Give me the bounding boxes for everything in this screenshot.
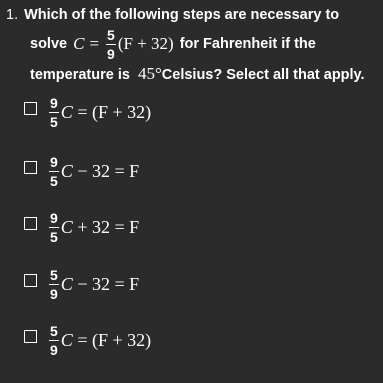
checkbox-option-4[interactable] <box>24 274 37 287</box>
temperature-value: 45° <box>137 64 162 83</box>
checkbox-option-1[interactable] <box>24 102 37 115</box>
option-1-variable: C <box>60 101 73 122</box>
option-3-fraction <box>49 211 59 244</box>
question-line-3 <box>30 64 365 84</box>
checkbox-option-2[interactable] <box>24 161 37 174</box>
question-line-1 <box>6 7 339 23</box>
option-3-expression <box>47 211 139 244</box>
option-4-variable: C <box>60 273 73 294</box>
option-2-variable: C <box>60 160 73 181</box>
option-4-expression <box>47 268 139 301</box>
checkbox-option-5[interactable] <box>24 330 37 343</box>
question-text-temperature: temperature is <box>30 67 130 83</box>
option-5-denominator: 9 <box>50 341 58 358</box>
fraction-bar <box>49 171 59 172</box>
question-text-solve: solve <box>30 36 68 52</box>
checkbox-option-3[interactable] <box>24 217 37 230</box>
option-5-fraction <box>49 324 59 357</box>
option-2-rest: − 32 = F <box>72 160 140 181</box>
answer-option-1[interactable] <box>24 90 151 134</box>
option-1-fraction <box>49 96 59 129</box>
formula <box>73 28 174 61</box>
formula-rhs: (F + 32) <box>117 34 174 53</box>
option-2-numerator: 9 <box>50 153 58 170</box>
option-3-numerator: 9 <box>50 209 58 226</box>
question-line-2 <box>30 24 316 64</box>
option-1-denominator: 5 <box>50 113 58 130</box>
option-2-expression <box>47 155 139 188</box>
option-2-fraction <box>49 155 59 188</box>
answer-option-5[interactable] <box>24 318 151 362</box>
question-text-line-1: Which of the following steps are necessary to <box>24 7 340 23</box>
option-4-fraction <box>49 268 59 301</box>
question-text-fahrenheit: for Fahrenheit if the <box>179 36 316 52</box>
option-4-numerator: 5 <box>50 266 58 283</box>
fraction-bar <box>49 112 59 113</box>
question-number: 1. <box>6 7 19 23</box>
formula-lhs: C <box>73 34 85 53</box>
fraction-bar <box>49 227 59 228</box>
option-5-numerator: 5 <box>50 322 58 339</box>
formula-equals: = <box>89 34 100 53</box>
fraction-bar <box>49 340 59 341</box>
option-1-numerator: 9 <box>50 94 58 111</box>
option-4-rest: − 32 = F <box>72 273 140 294</box>
formula-fraction-numerator: 5 <box>107 26 115 43</box>
option-3-denominator: 5 <box>50 228 58 245</box>
option-3-rest: + 32 = F <box>72 216 140 237</box>
option-2-denominator: 5 <box>50 172 58 189</box>
option-3-variable: C <box>60 216 73 237</box>
option-5-variable: C <box>60 329 73 350</box>
fraction-bar <box>106 44 116 45</box>
formula-fraction <box>106 28 116 61</box>
option-4-denominator: 9 <box>50 285 58 302</box>
formula-fraction-denominator: 9 <box>107 45 115 62</box>
option-5-rest: = (F + 32) <box>72 329 152 350</box>
fraction-bar <box>49 284 59 285</box>
answer-option-4[interactable] <box>24 262 139 306</box>
option-1-rest: = (F + 32) <box>72 101 152 122</box>
option-1-expression <box>47 96 151 129</box>
option-5-expression <box>47 324 151 357</box>
answer-option-3[interactable] <box>24 205 139 249</box>
question-text-celsius: Celsius? Select all that apply. <box>161 67 365 83</box>
answer-option-2[interactable] <box>24 149 139 193</box>
